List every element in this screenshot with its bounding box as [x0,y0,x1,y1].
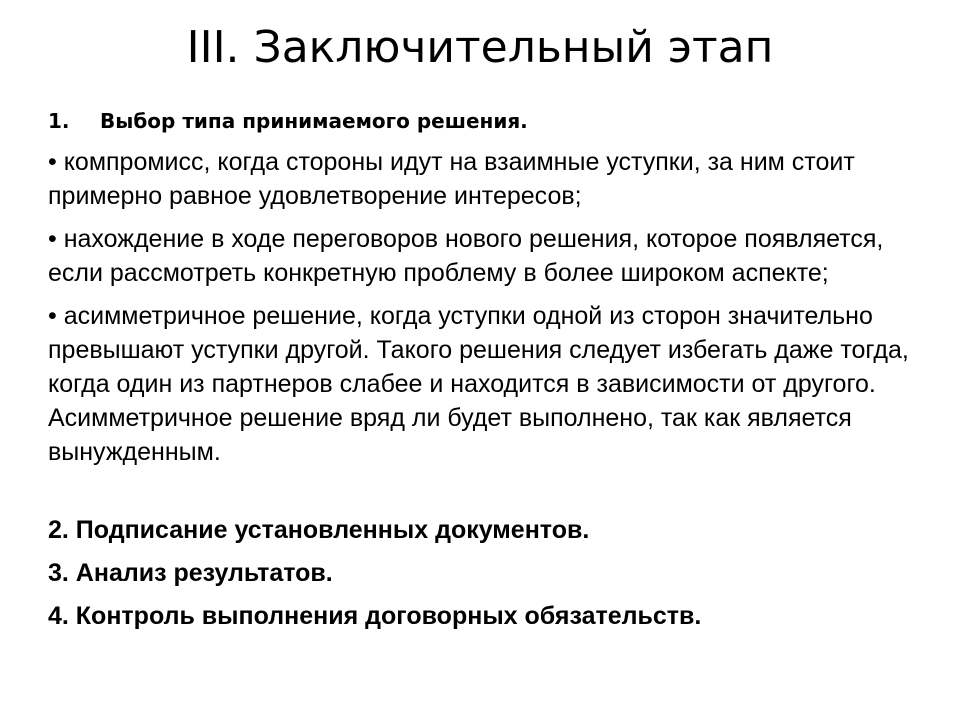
bullet-item-new-solution: • нахождение в ходе переговоров нового решения, которое появляется, если рассмотреть конкретную проблему в более широком аспекте; [48,225,884,287]
numbered-list [48,513,928,642]
list-item-2: 2. Подписание установленных документов. [48,516,590,544]
list-item-1 [48,107,918,135]
list-item-4: 4. Контроль выполнения договорных обязательств. [48,602,702,630]
bullet-item-asymmetric: • асимметричное решение, когда уступки одной из сторон значительно превышают уступки другой. Такого решения следует избегать даже тогда, когда один из партнеров слабее и находится в зависимости от другого. Асимметричное решение вряд ли будет выполнено, так как является вынужденным. [48,302,909,466]
bullet-list [48,145,928,478]
slide-title: III. Заключительный этап [186,22,774,73]
bullet-item-compromise: • компромисс, когда стороны идут на взаимные уступки, за ним стоит примерно равное удовлетворение интересов; [48,148,855,210]
list-item-1-label: Выбор типа принимаемого решения. [100,109,528,133]
list-item-1-number: 1. [48,109,70,133]
list-item-3: 3. Анализ результатов. [48,559,333,587]
